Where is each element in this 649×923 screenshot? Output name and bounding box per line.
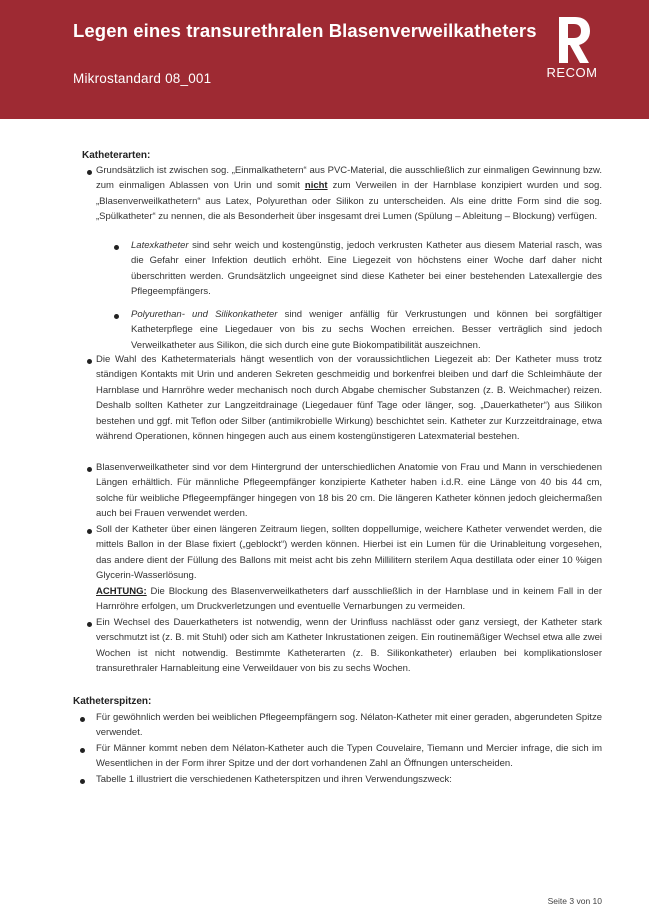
term-silikonkatheter: Polyurethan- und Silikonkatheter (131, 309, 278, 320)
term-latexkatheter: Latexkatheter (131, 240, 189, 251)
paragraph-tabelle: Tabelle 1 illustriert die verschiedenen Katheterspitzen und ihren Verwendungszweck: (96, 774, 452, 785)
paragraph-wechsel: Ein Wechsel des Dauerkatheters ist notwendig, wenn der Urinfluss nachlässt oder ganz versiegt, der Katheter stark verschmutzt ist (z. B. mit Stuhl) oder sich am Katheter Inkrustationen zeigen. Ein routinemäßiger Wechsel etwa alle zwei Wochen ist nicht notwendig. Bestimmte Katheterarten (z. B. Silikonkatheter) erlauben bei komplikationsloser transurethraler Harnableitung eine Verweildauer von bis zu sechs Wochen. (96, 617, 602, 675)
text-segment: sind weniger anfällig für Verkrustungen und können bei sorgfältiger Katheterpflege eine Liegedauer von bis zu sechs Wochen erreichen. Besser verträglich sind jedoch Verweilkatheter aus Silikon, die sich durch eine gute Biokompatibilität auszeichnen. (131, 309, 602, 351)
text-segment: Grundsätzlich ist zwischen sog. „Einmalkathetern“ aus PVC-Material, die ausschließlich zur einmaligen Gewinnung bzw. zum einmaligen Ablassen von Urin und somit (96, 165, 602, 192)
paragraph-nelaton: Für gewöhnlich werden bei weiblichen Pflegeempfängern sog. Nélaton-Katheter mit einer geraden, abgerundeten Spitze verwendet. (96, 712, 602, 739)
bullet-icon (80, 779, 85, 784)
document-subtitle: Mikrostandard 08_001 (73, 71, 212, 86)
text-segment: Soll der Katheter über einen längeren Zeitraum liegen, sollten doppellumige, weichere Katheter verwendet werden, die mittels Ballon in der Blase fixiert („geblockt“) werden können. Hierbei ist ein Lumen für die Urinableitung vorgesehen, das andere dient der Füllung des Ballons mit meist acht bis zehn Millilitern sterilem Aqua destillata oder einer 10 %igen Glycerin-Wasserlösung. (96, 524, 602, 582)
document-header (0, 0, 649, 119)
bullet-icon (114, 314, 119, 319)
achtung-label: ACHTUNG: (96, 585, 147, 597)
text-segment: sind sehr weich und kostengünstig, jedoch verkrusten Katheter aus diesem Material rasch, was die Gefahr einer Infektion deutlich erhöht. Eine Liegezeit von höchstens einer Woche darf daher nicht überschritten werden. Grundsätzlich ungeeignet sind diese Katheter bei einer bestehenden Latexallergie des Pflegeempfängers. (131, 240, 602, 298)
paragraph-kathetermaterial: Die Wahl des Kathetermaterials hängt wesentlich von der voraussichtlichen Liegezeit ab: Der Katheter muss trotz ständigen Kontakts mit Urin und anderen Sekreten geschmeidig und borkenfrei bleiben und darf die Schleimhäute der Harnblase und Harnröhre weder mechanisch noch durch Abgabe chemischer Substanzen (z. B. Weichmacher) reizen. Deshalb sollten Katheter zur Langzeitdrainage (Liegedauer fünf Tage oder länger, sog. „Dauerkatheter“) aus Silikon bestehen und ggf. mit Teflon oder Silber (antimikrobielle Wirkung) beschichtet sein. Katheter zur Kurzzeitdrainage, etwa während Operationen, können hingegen auch aus einem kostengünstigeren Latexmaterial bestehen. (96, 354, 602, 443)
bullet-icon (87, 622, 92, 627)
bullet-icon (87, 467, 92, 472)
bullet-icon (87, 170, 92, 175)
heading-katheterspitzen: Katheterspitzen: (73, 696, 152, 707)
emphasis-nicht: nicht (304, 180, 328, 192)
logo-text: RECOM (546, 65, 598, 80)
text-segment: zum Verweilen in der Harnblase konzipiert wurden und sog. „Blasenverweilkathetern“ aus Latex, Polyurethan oder Silikon zu unterscheiden. Als eine dritte Form sind die sog. „Spülkatheter“ zu nennen, die als Besonderheit über insgesamt drei Lumen (Spülung – Ableitung – Blockung) verfügen. (96, 180, 602, 223)
paragraph-latexkatheter (131, 238, 602, 300)
paragraph-maenner: Für Männer kommt neben dem Nélaton-Katheter auch die Typen Couvelaire, Tiemann und Mercier infrage, die sich im Wesentlichen in der Form ihrer Spitze und der dort vorhandenen Zahl an Öffnungen unterscheiden. (96, 743, 602, 770)
bullet-icon (80, 717, 85, 722)
text-segment: Die Blockung des Blasenverweilkatheters darf ausschließlich in der Harnblase und in keinem Fall in der Harnröhre erfolgen, um Druckverletzungen und eventuelle Vernarbungen zu vermeiden. (96, 585, 602, 613)
paragraph-silikonkatheter (131, 307, 602, 353)
bullet-icon (87, 529, 92, 534)
bullet-icon (87, 359, 92, 364)
paragraph-blockung (96, 522, 602, 614)
bullet-icon (80, 748, 85, 753)
heading-katheterarten: Katheterarten: (82, 150, 151, 161)
document-title: Legen eines transurethralen Blasenverweilkatheters (73, 20, 537, 41)
paragraph-laengen: Blasenverweilkatheter sind vor dem Hintergrund der unterschiedlichen Anatomie von Frau und Mann in verschiedenen Längen erhältlich. Für männliche Pflegeempfänger konzipierte Katheter haben i.d.R. eine Länge von 40 bis 44 cm, solche für weibliche Pflegeempfänger hingegen von 18 bis 20 cm. Die längeren Katheter können jedoch gleichermaßen auch bei Frauen verwendet werden. (96, 462, 602, 520)
page-number: Seite 3 von 10 (547, 896, 602, 906)
bullet-icon (114, 245, 119, 250)
paragraph-einmalkatheter (96, 163, 602, 225)
